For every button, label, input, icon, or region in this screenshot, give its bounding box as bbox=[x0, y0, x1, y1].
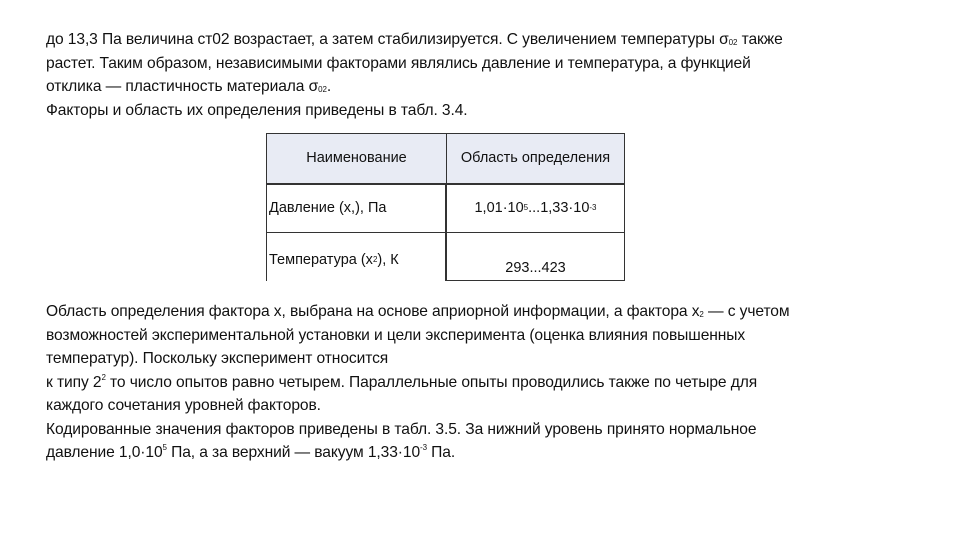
text-line: возможностей экспериментальной установки и цели эксперимента (оценка влияния повышенных bbox=[46, 326, 746, 344]
text-line bbox=[46, 300, 926, 324]
text-segment: давление 1,0·10 bbox=[46, 444, 163, 461]
text-line: Кодированные значения факторов приведены в табл. 3.5. За нижний уровень принято нормальное bbox=[46, 420, 757, 438]
text-segment: — с учетом bbox=[703, 303, 790, 320]
text-segment: к типу 2 bbox=[46, 373, 102, 391]
factors-table bbox=[266, 133, 625, 281]
text-segment: отклика — пластичность материала σ bbox=[46, 78, 319, 95]
cell-factor-range: 1,01·10 5 ...1,33·10 -3 bbox=[447, 185, 625, 233]
subscript: 2 bbox=[699, 310, 704, 319]
text-line bbox=[46, 75, 926, 99]
table-header-row bbox=[267, 134, 625, 185]
subscript: 02 bbox=[728, 38, 738, 47]
text-line: растет. Таким образом, независимыми факторами являлись давление и температура, а функцией bbox=[46, 54, 751, 72]
superscript: 5 bbox=[162, 443, 167, 452]
text-line bbox=[46, 28, 926, 52]
cell-factor-name: Давление (х,), Па bbox=[267, 185, 447, 233]
text-segment: также bbox=[737, 31, 783, 48]
text-segment: 1,01·10 bbox=[474, 199, 524, 216]
table-row bbox=[267, 185, 625, 233]
superscript: 2 bbox=[101, 372, 106, 382]
text-line bbox=[46, 371, 926, 395]
text-segment: до 13,3 Па величина ст02 возрастает, а затем стабилизируется. С увеличением температуры σ bbox=[46, 31, 729, 48]
text-segment: Область определения фактора х, выбрана на основе априорной информации, а фактора х bbox=[46, 303, 700, 320]
text-line: каждого сочетания уровней факторов. bbox=[46, 397, 321, 414]
text-line bbox=[46, 441, 926, 465]
cell-factor-name: Температура (х 2 ), К bbox=[267, 233, 447, 281]
text-segment: Па, а за верхний — вакуум 1,33·10 bbox=[166, 444, 421, 461]
paragraph-intro bbox=[46, 28, 926, 122]
text-segment: Температура (х bbox=[269, 252, 373, 268]
text-segment: ...1,33·10 bbox=[528, 199, 590, 216]
cell-factor-range: 293...423 bbox=[447, 233, 625, 281]
subscript: 02 bbox=[318, 85, 327, 94]
text-segment: . bbox=[326, 78, 332, 95]
text-line: температур). Поскольку эксперимент относится bbox=[46, 350, 389, 367]
table-row bbox=[267, 233, 625, 281]
text-segment: ), К bbox=[377, 252, 399, 268]
text-line: Факторы и область их определения приведены в табл. 3.4. bbox=[46, 101, 468, 119]
text-segment: Па. bbox=[426, 444, 456, 461]
text-segment: то число опытов равно четырем. Параллельные опыты проводились также по четыре для bbox=[105, 373, 758, 391]
header-range: Область определения bbox=[447, 134, 625, 185]
header-name: Наименование bbox=[267, 134, 447, 185]
paragraph-domain bbox=[46, 300, 926, 465]
superscript: -3 bbox=[420, 443, 427, 452]
